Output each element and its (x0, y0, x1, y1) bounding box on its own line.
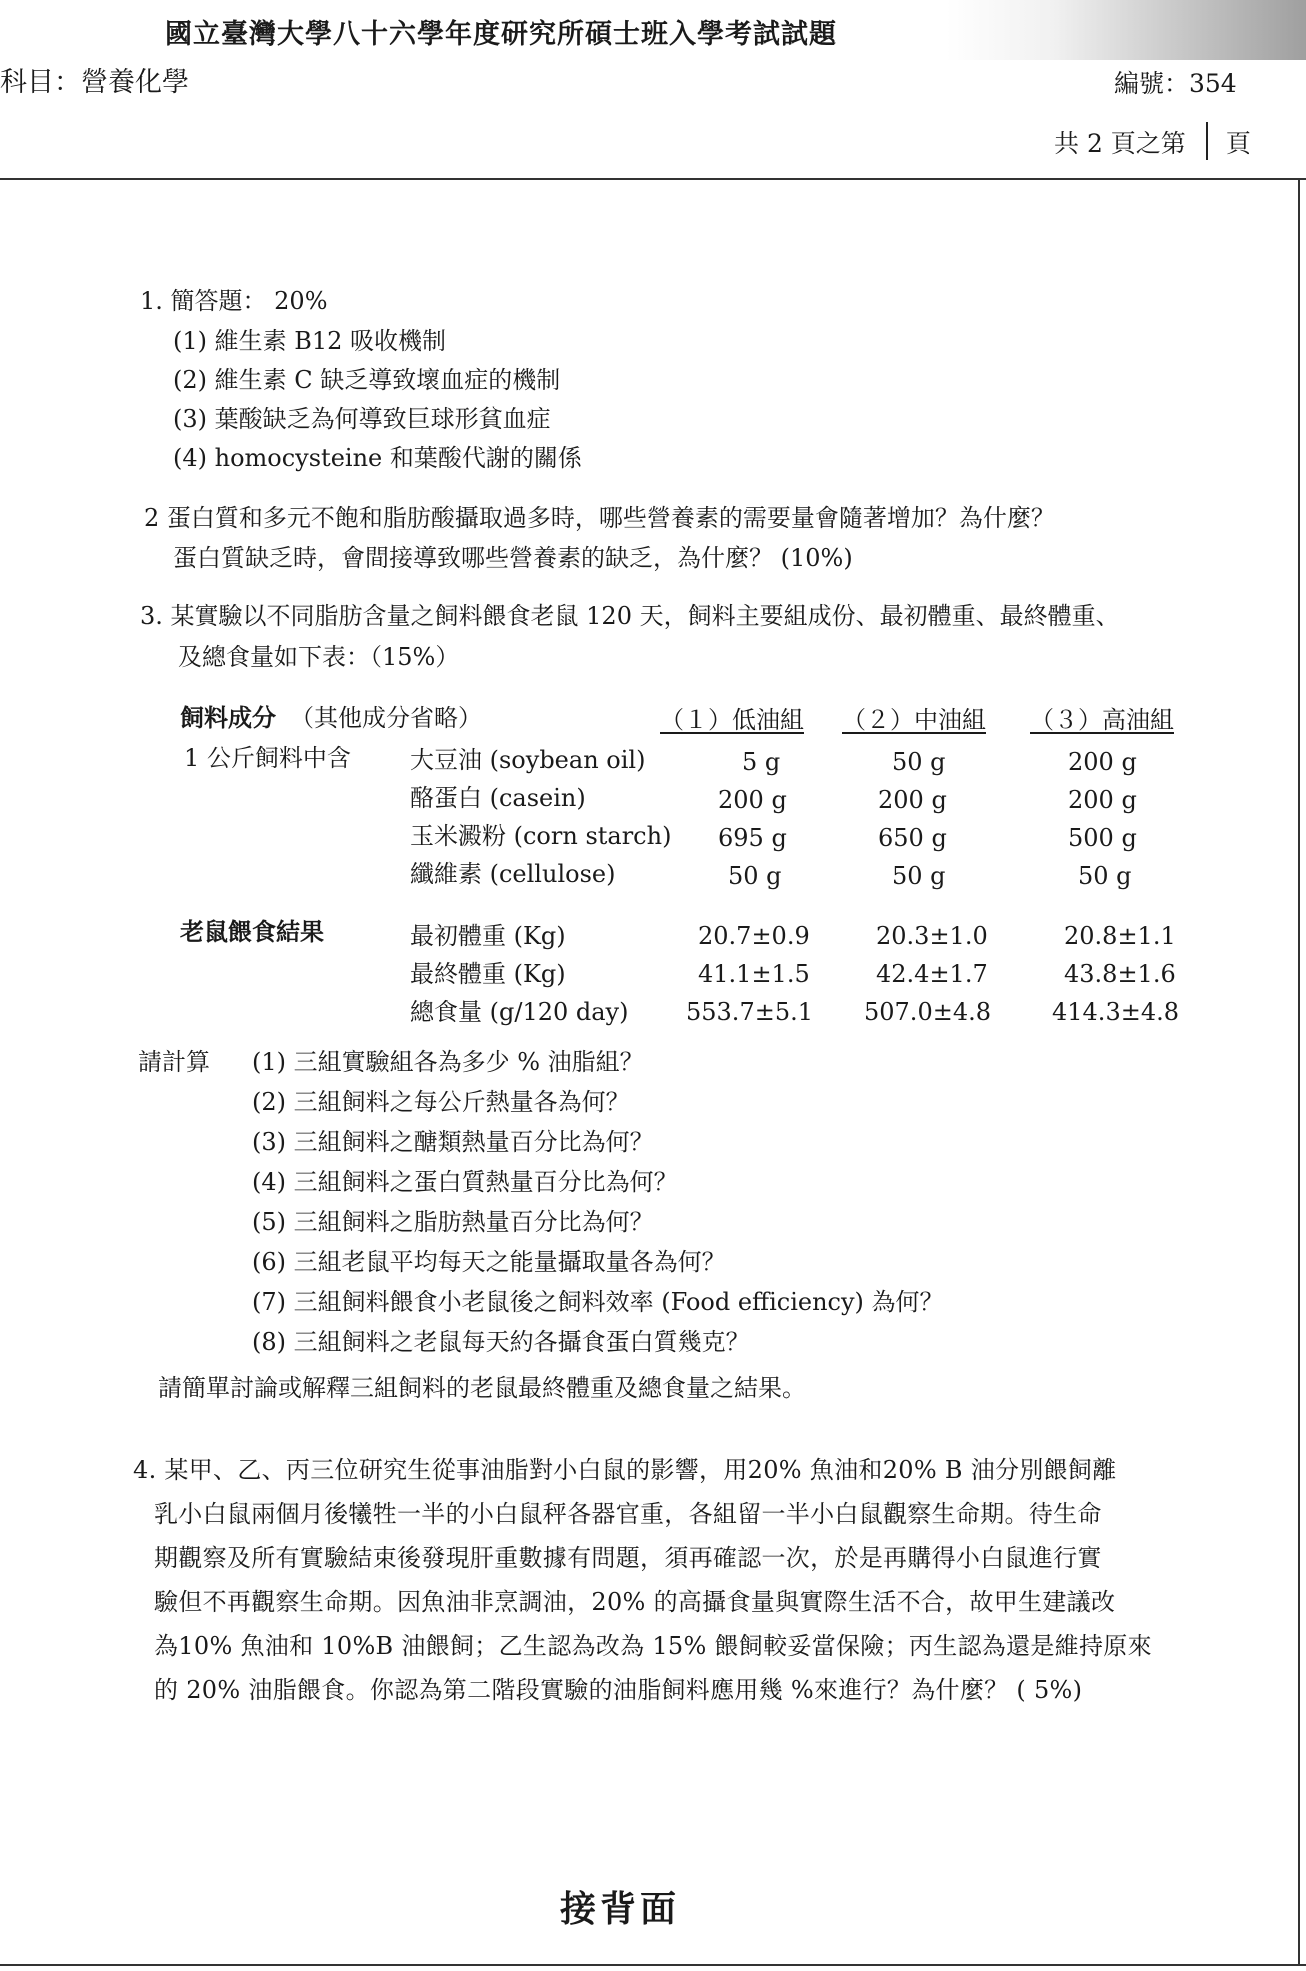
calc-item-8: (8) 三組飼料之老鼠每天約各攝食蛋白質幾克？ (252, 1328, 750, 1356)
calc-item-5: (5) 三組飼料之脂肪熱量百分比為何？ (252, 1208, 654, 1236)
q1-title: 1. 簡答題： 20% (140, 287, 328, 315)
table-cell: 42.4±1.7 (876, 960, 988, 988)
table-cell: 43.8±1.6 (1064, 960, 1176, 988)
q1-item-2: (2) 維生素 C 缺乏導致壞血症的機制 (173, 366, 561, 394)
table-row: 酪蛋白 (casein) (410, 784, 586, 812)
table-cell: 695 g (718, 824, 787, 852)
q1-item-4: (4) homocysteine 和葉酸代謝的關係 (173, 444, 582, 472)
table-cell: 507.0±4.8 (864, 998, 991, 1026)
continue-on-back: 接背面 (560, 1888, 681, 1930)
q4-line-5: 為10% 魚油和 10%B 油餵飼；乙生認為改為 15% 餵飼較妥當保險；丙生認為還是維持原來 (154, 1632, 1152, 1660)
calc-item-3: (3) 三組飼料之醣類熱量百分比為何？ (252, 1128, 654, 1156)
table-cell: 553.7±5.1 (686, 998, 813, 1026)
table-cell: 200 g (1068, 786, 1137, 814)
exam-title: 國立臺灣大學八十六學年度研究所碩士班入學考試試題 (165, 19, 837, 50)
calc-item-2: (2) 三組飼料之每公斤熱量各為何？ (252, 1088, 630, 1116)
subject-label: 科目：營養化學 (0, 67, 189, 98)
table-group-3: （３）高油組 (1030, 706, 1174, 734)
table-cell: 50 g (728, 862, 782, 890)
table-cell: 50 g (892, 748, 946, 776)
calc-item-1: (1) 三組實驗組各為多少 % 油脂組？ (252, 1048, 644, 1076)
table-cell: 5 g (742, 748, 781, 776)
calc-label: 請計算 (138, 1048, 210, 1076)
table-row: 最終體重 (Kg) (410, 960, 566, 988)
table-cell: 200 g (718, 786, 787, 814)
table-cell: 50 g (1078, 862, 1132, 890)
table-section1-label: 飼料成分 (180, 703, 276, 732)
calc-item-6: (6) 三組老鼠平均每天之能量攝取量各為何？ (252, 1248, 726, 1276)
q4-line-3: 期觀察及所有實驗結束後發現肝重數據有問題，須再確認一次，於是再購得小白鼠進行實 (154, 1544, 1102, 1572)
exam-code: 編號：354 (1114, 69, 1237, 98)
table-cell: 200 g (878, 786, 947, 814)
q1-item-1: (1) 維生素 B12 吸收機制 (173, 327, 447, 355)
table-row: 纖維素 (cellulose) (410, 860, 616, 888)
table-cell: 500 g (1068, 824, 1137, 852)
table-cell: 41.1±1.5 (698, 960, 810, 988)
q3-line-2: 及總食量如下表：（15%） (178, 643, 460, 671)
page-count-right: 頁 (1225, 129, 1251, 158)
q3-discussion: 請簡單討論或解釋三組飼料的老鼠最終體重及總食量之結果。 (158, 1374, 806, 1402)
table-section1-note: （其他成分省略） (290, 704, 482, 732)
q4-line-1: 4. 某甲、乙、丙三位研究生從事油脂對小白鼠的影響，用20% 魚油和20% B 油分別餵飼離 (133, 1456, 1117, 1484)
q1-item-3: (3) 葉酸缺乏為何導致巨球形貧血症 (173, 405, 551, 433)
q4-line-2: 乳小白鼠兩個月後犧牲一半的小白鼠秤各器官重，各組留一半小白鼠觀察生命期。待生命 (154, 1500, 1102, 1528)
table-cell: 20.7±0.9 (698, 922, 810, 950)
table-section2-label: 老鼠餵食結果 (180, 917, 324, 946)
table-cell: 50 g (892, 862, 946, 890)
table-cell: 650 g (878, 824, 947, 852)
q3-line-1: 3. 某實驗以不同脂肪含量之飼料餵食老鼠 120 天，飼料主要組成份、最初體重、最終體重、 (140, 602, 1120, 630)
page-count-left: 共 2 頁之第 (1054, 129, 1186, 158)
table-group-1: （１）低油組 (660, 706, 804, 734)
table-cell: 414.3±4.8 (1052, 998, 1179, 1026)
table-row-group-label: 1 公斤飼料中含 (184, 744, 351, 772)
table-cell: 20.3±1.0 (876, 922, 988, 950)
calc-item-4: (4) 三組飼料之蛋白質熱量百分比為何？ (252, 1168, 678, 1196)
table-row: 大豆油 (soybean oil) (410, 746, 646, 774)
q4-line-4: 驗但不再觀察生命期。因魚油非烹調油，20% 的高攝食量與實際生活不合，故甲生建議改 (154, 1588, 1116, 1616)
table-cell: 20.8±1.1 (1064, 922, 1176, 950)
calc-item-7: (7) 三組飼料餵食小老鼠後之飼料效率 (Food efficiency) 為何？ (252, 1288, 944, 1316)
q2-line-1: 2 蛋白質和多元不飽和脂肪酸攝取過多時，哪些營養素的需要量會隨著增加？為什麼？ (144, 504, 1055, 532)
q4-line-6: 的 20% 油脂餵食。你認為第二階段實驗的油脂飼料應用幾 %來進行？為什麼？ ( 5%) (154, 1676, 1083, 1704)
table-row: 玉米澱粉 (corn starch) (410, 822, 672, 850)
table-row: 總食量 (g/120 day) (410, 998, 629, 1026)
table-row: 最初體重 (Kg) (410, 922, 566, 950)
table-group-2: （２）中油組 (842, 706, 986, 734)
table-cell: 200 g (1068, 748, 1137, 776)
q2-line-2: 蛋白質缺乏時，會間接導致哪些營養素的缺乏，為什麼？ (10%) (173, 544, 853, 572)
